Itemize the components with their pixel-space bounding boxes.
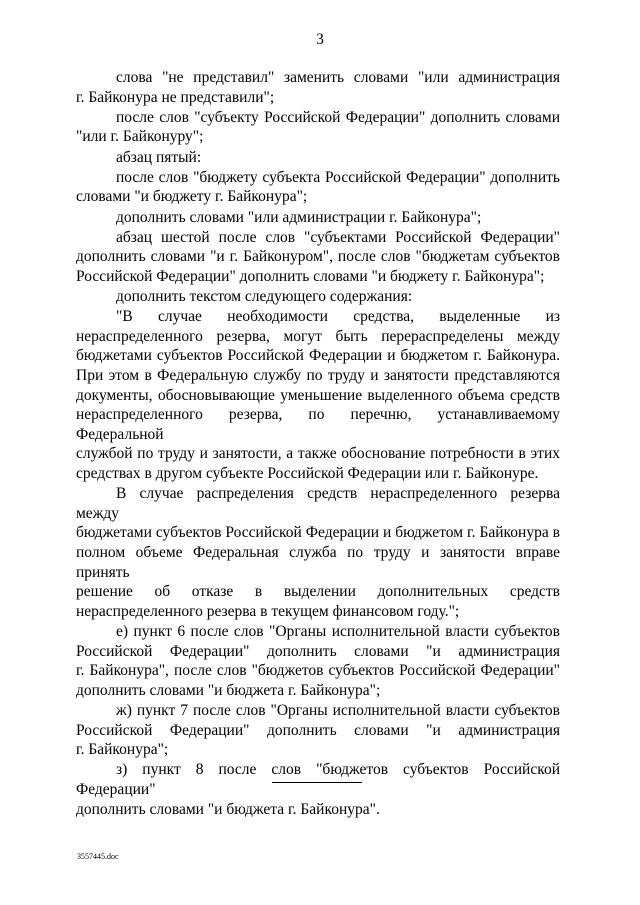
text-line: решение об отказе в выделении дополнительных средств [76,583,560,601]
text-line: словами "и бюджету г. Байконура"; [76,188,308,206]
text-line: документы, обосновывающие уменьшение выделенного объема средств [76,386,560,404]
paragraph [76,228,560,287]
text-line: Российской Федерации" дополнить словами "и администрация [76,721,560,739]
text-line: дополнить текстом следующего содержания: [116,288,413,306]
document-body [76,68,560,820]
paragraph [76,208,560,228]
separator-line [272,782,362,783]
text-line: нераспределенного резерва в текущем финансовом году."; [76,602,460,620]
text-line: средствах в другом субъекте Российской Федерации или г. Байконуре. [76,465,539,483]
text-line: бюджетами субъектов Российской Федерации и бюджетом г. Байконура. [76,347,560,365]
text-line: ж) пункт 7 после слов "Органы исполнительной власти субъектов [116,701,560,719]
text-line: "В случае необходимости средства, выделенные из [116,308,560,326]
text-line: Российской Федерации" дополнить словами "и бюджету г. Байконура"; [76,267,545,285]
text-line: нераспределенного резерва, по перечню, устанавливаемому Федеральной [76,406,560,443]
text-line: дополнить словами "или администрации г. Байконура"; [116,208,482,226]
text-line: В случае распределения средств нераспределенного резерва между [76,485,560,522]
text-line: дополнить словами "и бюджета г. Байконура". [76,800,380,818]
text-line: дополнить словами "и бюджета г. Байконура"; [76,681,381,699]
text-line: абзац шестой после слов "субъектами Российской Федерации" [116,228,560,246]
text-line: е) пункт 6 после слов "Органы исполнительной власти субъектов [116,622,560,640]
text-line: При этом в Федеральную службу по труду и занятости представляются [76,367,560,385]
text-line: после слов "бюджету субъекта Российской Федерации" дополнить [116,168,560,186]
text-line: службой по труду и занятости, а также обоснование потребности в этих [76,445,560,463]
paragraph [76,701,560,760]
text-line: слова "не представил" заменить словами "или администрация [116,69,560,86]
text-line: нераспределенного резерва, могут быть перераспределены между [76,327,560,345]
text-line: г. Байконура", после слов "бюджетов субъектов Российской Федерации" [76,662,560,680]
paragraph [76,484,560,621]
page-number: 3 [316,31,324,48]
text-line: после слов "субъекту Российской Федерации" дополнить словами [116,108,560,126]
text-line: "или г. Байконуру"; [76,128,204,146]
paragraph [76,287,560,307]
document-id: 3557445.doc [77,852,119,861]
text-line: полном объеме Федеральная служба по труду и занятости вправе принять [76,544,560,581]
text-line: з) пункт 8 после слов "бюджетов субъектов Российской Федерации" [76,761,560,798]
text-line: г. Байконура не представили"; [76,88,275,106]
text-line: Российской Федерации" дополнить словами "и администрация [76,642,560,660]
paragraph [76,68,560,107]
paragraph [76,307,560,483]
paragraph [76,168,560,207]
paragraph [76,622,560,700]
paragraph [76,148,560,168]
paragraph [76,108,560,147]
text-line: бюджетами субъектов Российской Федерации и бюджетом г. Байконура в [76,524,560,542]
text-line: дополнить словами "и г. Байконуром", после слов "бюджетам субъектов [76,248,560,266]
paragraph [76,760,560,819]
text-line: абзац пятый: [116,148,202,166]
text-line: г. Байконура"; [76,741,169,759]
